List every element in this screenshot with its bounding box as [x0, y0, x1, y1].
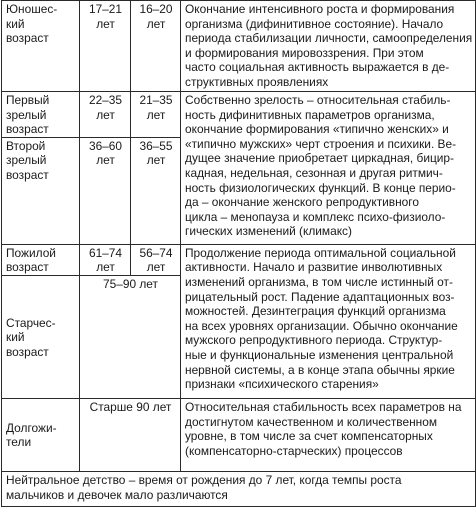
- age-range-cell: Старше 90 лет: [80, 398, 181, 471]
- female-age-cell: 16–20 лет: [131, 1, 181, 92]
- table-row: [2, 398, 476, 471]
- table-footnote: Нейтральное детство – время от рождения до 7 лет, когда темпы роста мальчиков и девочек мало различаются: [2, 471, 476, 506]
- table-row: [2, 244, 476, 275]
- description-cell: Относительная стабильность всех параметров на достигнутом качественном и количественном уровне, в том числе за счет компенсаторных (компенсаторно-старческих) процессов: [181, 398, 476, 471]
- table-row: [2, 1, 476, 92]
- period-name-cell: Второй зрелый возраст: [2, 137, 80, 244]
- period-name-cell: Пожилой возраст: [2, 244, 80, 275]
- male-age-cell: 36–60 лет: [80, 137, 131, 244]
- male-age-cell: 61–74 лет: [80, 244, 131, 275]
- period-name-cell: Долгожи- тели: [2, 398, 80, 471]
- age-range-cell: 75–90 лет: [80, 275, 181, 398]
- table-row: [2, 471, 476, 506]
- female-age-cell: 36–55 лет: [131, 137, 181, 244]
- description-cell: Окончание интенсивного роста и формирования организма (дифинитивное состояние). Начало периода стабилизации личности, самоопределения и формирования мировоззрения. При этом часто социальная активность выражается в де- структивных проявлениях: [181, 1, 476, 92]
- period-name-cell: Старчес- кий возраст: [2, 275, 80, 398]
- female-age-cell: 56–74 лет: [131, 244, 181, 275]
- female-age-cell: 21–35 лет: [131, 92, 181, 138]
- description-cell: Продолжение периода оптимальной социальной активности. Начало и развитие инволютивных изменений организма, в том числе истинный от- рицательный рост. Падение адаптационных воз- можностей. Дезинтеграция функций организма на всех уровнях организации. Обычно окончание мужского репродуктивного периода. Структур- ные и функциональные изменения центральной нервной системы, а в конце этапа обычны яркие признаки «психического старения»: [181, 244, 476, 398]
- period-name-cell: Юношес- кий возраст: [2, 1, 80, 92]
- period-name-cell: Первый зрелый возраст: [2, 92, 80, 138]
- table-row: [2, 92, 476, 138]
- male-age-cell: 22–35 лет: [80, 92, 131, 138]
- male-age-cell: 17–21 лет: [80, 1, 131, 92]
- age-periods-table: [1, 0, 476, 507]
- description-cell: Собственно зрелость – относительная стабиль- ность дифинитивных параметров организма, окончание формирования «типично женских» и «типично мужских» черт строения и психики. Ве- дущее значение приобретает циркадная, бицир- кадная, недельная, сезонная и другая ритмич- ность физиологических функций. В конце перио- да – окончание женского репродуктивного цикла – менопауза и комплекс психо-физиоло- гических изменений (климакс): [181, 92, 476, 245]
